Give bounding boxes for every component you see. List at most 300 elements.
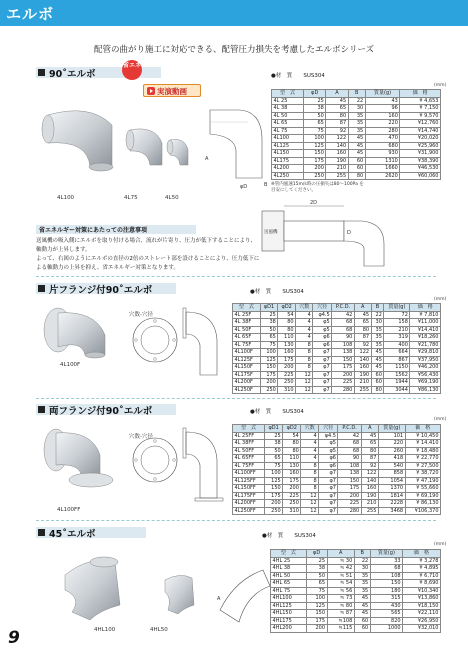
table-cell: 430	[370, 602, 402, 610]
table-cell: 4L 38F	[233, 319, 261, 327]
table-cell: 8	[296, 364, 313, 372]
table-cell: φ5	[319, 440, 338, 448]
table-cell: ¥ 7,150	[400, 105, 441, 113]
table-cell: 110	[283, 455, 301, 463]
table-cell: 80	[278, 319, 296, 327]
table-cell: 4L175	[272, 157, 304, 165]
double-flange-elbow-photo	[40, 425, 120, 495]
table-cell: φ7	[313, 364, 332, 372]
table-cell: ≒ 54	[327, 580, 354, 588]
table-cell: 68	[332, 326, 355, 334]
note: ※管内風速15m/s時の圧損失は80～100Pa を 目安にしてください。	[271, 182, 364, 193]
column-header: A	[327, 550, 354, 558]
table-row	[233, 326, 441, 334]
table-cell: 122	[361, 470, 378, 478]
table-cell: 175	[332, 364, 355, 372]
spec-table-double-flange-elbow	[232, 424, 441, 515]
table-cell: 160	[365, 112, 400, 120]
table-cell: 35	[354, 572, 370, 580]
bullet-square-icon	[38, 69, 45, 76]
table-cell: 140	[361, 477, 378, 485]
table-cell: ¥ 86,130	[405, 500, 440, 508]
table-cell: 22	[348, 97, 365, 105]
table-row	[272, 142, 441, 150]
column-header: P.C.D.	[332, 304, 355, 312]
table-cell: 4L125	[272, 142, 304, 150]
table-cell: 200	[283, 485, 301, 493]
table-cell: ¥12,760	[400, 120, 441, 128]
table-cell: 4HL 25	[271, 557, 307, 565]
table-cell: 87	[326, 120, 348, 128]
section-divider	[36, 520, 436, 521]
table-cell: φ6	[319, 462, 338, 470]
table-cell: 160	[326, 150, 348, 158]
table-cell: 4L250F	[233, 386, 261, 394]
table-cell: ≒ 30	[327, 557, 354, 565]
table-cell: 150	[370, 580, 402, 588]
table-cell: 108	[370, 572, 402, 580]
table-cell: φ4.5	[313, 311, 332, 319]
table-cell: 4HL200	[271, 625, 307, 633]
table-cell: 60	[354, 617, 370, 625]
table-cell: 80	[326, 112, 348, 120]
table-row	[271, 602, 441, 610]
table-cell: ¥ 47,190	[405, 477, 440, 485]
table-cell: 150	[338, 477, 361, 485]
table-cell: 4L200FF	[233, 500, 265, 508]
table-cell: 130	[283, 462, 301, 470]
table-cell: 8	[301, 462, 319, 470]
dim-label-b: B	[264, 182, 268, 188]
table-cell: 250	[260, 386, 278, 394]
table-cell: 45	[348, 135, 365, 143]
page-header	[0, 0, 468, 26]
table-cell: 250	[265, 507, 283, 515]
table-cell: 4L 50	[272, 112, 304, 120]
table-cell: 35	[348, 127, 365, 135]
caution-text: 送風機の吸入側にエルボを取り付ける場合、流れが片寄り、圧力が低下することにより、 軸動力が上昇します。 よって、右図のようにエルボの直径の2倍のストレート部を設けることにより、圧力低下に よる軸動力の上昇を抑え、省エネルギー対策となります。	[36, 238, 260, 271]
table-cell: φ4.5	[319, 432, 338, 440]
table-cell: 22	[354, 557, 370, 565]
table-cell: 220	[365, 120, 400, 128]
table-cell: 4HL 75	[271, 587, 307, 595]
column-header: B	[348, 90, 365, 98]
table-cell: 68	[332, 319, 355, 327]
image-label: 4HL100	[94, 627, 116, 633]
table-cell: 12	[296, 379, 313, 387]
table-cell: 65	[306, 580, 327, 588]
column-header: 型 式	[271, 550, 307, 558]
table-cell: 50	[260, 326, 278, 334]
table-row	[233, 477, 441, 485]
column-header: φD2	[283, 425, 301, 433]
unit-label: (mm)	[434, 417, 447, 422]
table-cell: 1000	[370, 625, 402, 633]
table-cell: 1054	[378, 477, 405, 485]
table-cell: φ7	[313, 356, 332, 364]
table-cell: 175	[260, 371, 278, 379]
table-cell: ¥37,950	[410, 356, 441, 364]
column-header: A	[354, 304, 371, 312]
table-header-row	[272, 90, 441, 98]
flange-elbow-photo	[40, 305, 120, 360]
table-cell: 68	[338, 440, 361, 448]
spec-table-90-elbow	[271, 89, 441, 180]
table-cell: 90	[332, 334, 355, 342]
column-header: 穴数	[296, 304, 313, 312]
table-cell: 160	[354, 364, 371, 372]
table-cell: 12	[301, 500, 319, 508]
table-cell: 138	[338, 470, 361, 478]
table-cell: 25	[260, 311, 278, 319]
table-cell: 280	[332, 386, 355, 394]
section-title-double-flange-elbow: 両フランジ付90˚エルボ	[36, 404, 176, 415]
column-header: 価 格	[400, 90, 441, 98]
table-cell: 100	[306, 595, 327, 603]
column-header: P.C.D.	[338, 425, 361, 433]
table-cell: 150	[332, 356, 355, 364]
table-cell: 200	[332, 371, 355, 379]
table-cell: 4L 38FF	[233, 440, 265, 448]
table-cell: φ7	[313, 371, 332, 379]
table-cell: 33	[370, 557, 402, 565]
table-cell: ¥25,960	[400, 142, 441, 150]
table-cell: 30	[348, 105, 365, 113]
hole-label: 穴数-穴径	[129, 434, 153, 440]
table-cell: 80	[283, 447, 301, 455]
table-cell: 65	[326, 105, 348, 113]
table-row	[233, 455, 441, 463]
table-cell: 4HL100	[271, 595, 307, 603]
table-cell: ≒ 87	[327, 610, 354, 618]
table-row	[271, 565, 441, 573]
table-cell: 4HL150	[271, 610, 307, 618]
table-cell: 138	[332, 349, 355, 357]
table-cell: 210	[361, 500, 378, 508]
table-cell: 4	[296, 319, 313, 327]
table-cell: 1562	[384, 371, 410, 379]
table-cell: 45	[354, 311, 371, 319]
table-cell: 4	[301, 432, 319, 440]
table-cell: 108	[338, 462, 361, 470]
label-d: D	[347, 230, 351, 236]
table-cell: 68	[370, 565, 402, 573]
table-cell: 4L175FF	[233, 492, 265, 500]
elbow-90-drawing	[200, 100, 270, 192]
section-title-45-elbow: 45˚エルボ	[36, 527, 146, 538]
table-cell: 38	[306, 565, 327, 573]
table-cell: ¥ 6,710	[403, 572, 441, 580]
table-cell: 22	[371, 311, 384, 319]
table-cell: 160	[361, 485, 378, 493]
table-row	[233, 334, 441, 342]
table-cell: ¥38,390	[400, 157, 441, 165]
table-cell: 4L150F	[233, 364, 261, 372]
table-cell: 400	[384, 341, 410, 349]
table-row	[233, 462, 441, 470]
table-cell: 210	[354, 379, 371, 387]
table-cell: 4L 75F	[233, 341, 261, 349]
column-header: A	[326, 90, 348, 98]
table-cell: 4L 65FF	[233, 455, 265, 463]
table-cell: 540	[378, 462, 405, 470]
double-flange-elbow-drawing	[125, 420, 230, 520]
table-cell: 65	[260, 334, 278, 342]
table-cell: 8	[301, 470, 319, 478]
table-cell: 3468	[378, 507, 405, 515]
column-header: 穴径	[319, 425, 338, 433]
table-cell: 80	[348, 172, 365, 180]
table-cell: 8	[296, 356, 313, 364]
table-cell: 250	[278, 379, 296, 387]
table-cell: 4HL175	[271, 617, 307, 625]
column-header: 型 式	[233, 304, 261, 312]
table-cell: 4L 50F	[233, 326, 261, 334]
table-cell: 210	[326, 165, 348, 173]
table-cell: ¥21,780	[410, 341, 441, 349]
table-cell: 65	[361, 440, 378, 448]
table-cell: 4HL 38	[271, 565, 307, 573]
unit-label: (mm)	[434, 542, 447, 547]
table-row	[233, 485, 441, 493]
label-2d: 2D	[310, 200, 318, 206]
table-cell: 75	[306, 587, 327, 595]
table-cell: 4	[296, 326, 313, 334]
table-cell: 35	[354, 580, 370, 588]
table-cell: 87	[361, 455, 378, 463]
table-cell: 38	[260, 319, 278, 327]
column-header: A	[361, 425, 378, 433]
table-cell: 68	[338, 447, 361, 455]
table-cell: φ7	[319, 477, 338, 485]
table-cell: 160	[283, 470, 301, 478]
table-cell: 38	[304, 105, 326, 113]
table-cell: 4L150FF	[233, 485, 265, 493]
dim-label-a: A	[217, 596, 221, 602]
table-cell: ¥ 10,450	[405, 432, 440, 440]
table-row	[233, 500, 441, 508]
table-cell: 45	[361, 432, 378, 440]
hole-label: 穴数-穴径	[129, 312, 153, 318]
table-cell: 565	[370, 610, 402, 618]
caution-title-bar: 省エネルギー対策にあたっての注意事項	[36, 225, 196, 234]
table-row	[272, 135, 441, 143]
table-row	[272, 120, 441, 128]
table-cell: φ7	[319, 492, 338, 500]
table-cell: ≒ 56	[327, 587, 354, 595]
table-cell: 35	[354, 587, 370, 595]
table-row	[271, 572, 441, 580]
table-cell: 175	[304, 157, 326, 165]
page-number: 9	[8, 628, 20, 648]
table-cell: 150	[260, 364, 278, 372]
table-cell: ¥26,950	[403, 617, 441, 625]
column-header: φD1	[265, 425, 283, 433]
table-cell: 150	[306, 610, 327, 618]
column-header: φD	[304, 90, 326, 98]
table-cell: ¥ 69,190	[405, 492, 440, 500]
eco-badge: 省エネ	[122, 60, 142, 80]
column-header: 価 格	[405, 425, 440, 433]
column-header: B	[371, 304, 384, 312]
table-row	[271, 610, 441, 618]
column-header: 穴径	[313, 304, 332, 312]
table-cell: φ7	[313, 379, 332, 387]
table-cell: 4L200	[272, 165, 304, 173]
table-cell: 38	[265, 440, 283, 448]
table-cell: ¥ 4,653	[400, 97, 441, 105]
image-label: 4HL50	[150, 627, 168, 633]
image-label: 4L100FF	[57, 507, 81, 513]
table-cell: 4	[296, 311, 313, 319]
table-cell: 4L200F	[233, 379, 261, 387]
table-row	[233, 470, 441, 478]
table-cell: 4L150	[272, 150, 304, 158]
table-cell: 225	[278, 371, 296, 379]
table-cell: ¥106,370	[405, 507, 440, 515]
table-cell: 45	[371, 364, 384, 372]
table-cell: 45	[348, 142, 365, 150]
table-cell: 65	[265, 455, 283, 463]
video-button[interactable]: 実演動画	[143, 84, 201, 97]
unit-label: (mm)	[434, 297, 447, 302]
table-cell: 42	[338, 432, 361, 440]
table-cell: 130	[278, 341, 296, 349]
table-cell: ¥14,410	[410, 326, 441, 334]
table-row	[271, 625, 441, 633]
table-cell: 60	[371, 371, 384, 379]
table-cell: 319	[384, 334, 410, 342]
table-cell: 60	[354, 625, 370, 633]
table-cell: 75	[265, 462, 283, 470]
table-cell: ¥32,010	[403, 625, 441, 633]
table-cell: 2228	[378, 500, 405, 508]
table-cell: 4L 25FF	[233, 432, 265, 440]
table-cell: 100	[260, 349, 278, 357]
table-row	[272, 165, 441, 173]
table-cell: 200	[306, 625, 327, 633]
table-cell: 12	[301, 507, 319, 515]
table-cell: 200	[304, 165, 326, 173]
table-cell: ≒ 42	[327, 565, 354, 573]
table-cell: 4L 65F	[233, 334, 261, 342]
table-cell: 45	[348, 150, 365, 158]
table-cell: 175	[283, 477, 301, 485]
table-cell: 200	[265, 500, 283, 508]
table-cell: ¥29,810	[410, 349, 441, 357]
table-row	[233, 379, 441, 387]
table-cell: φ7	[319, 485, 338, 493]
table-cell: 8	[301, 477, 319, 485]
table-row	[272, 112, 441, 120]
table-cell: 260	[378, 447, 405, 455]
table-cell: φ7	[319, 470, 338, 478]
table-cell: 122	[354, 349, 371, 357]
table-cell: ≒ 51	[327, 572, 354, 580]
bullet-square-icon	[38, 285, 45, 292]
table-cell: 4	[296, 334, 313, 342]
table-header-row	[271, 550, 441, 558]
flange-elbow-drawing	[125, 300, 225, 385]
table-cell: φ7	[319, 500, 338, 508]
table-cell: 87	[354, 334, 371, 342]
table-cell: 1660	[365, 165, 400, 173]
material-label: ●材 質 SUS304	[250, 409, 304, 415]
section-divider	[36, 398, 436, 399]
material-label: ●材 質 SUS304	[271, 73, 325, 79]
table-cell: 54	[283, 432, 301, 440]
table-cell: 60	[371, 379, 384, 387]
table-cell: 125	[265, 477, 283, 485]
dim-label-a: A	[205, 156, 209, 162]
table-cell: 150	[304, 150, 326, 158]
table-cell: 90	[338, 455, 361, 463]
table-row	[233, 364, 441, 372]
table-cell: ¥46,200	[410, 364, 441, 372]
section-title-flange-elbow: 片フランジ付90˚エルボ	[36, 283, 176, 294]
table-row	[272, 172, 441, 180]
column-header: 穴数	[301, 425, 319, 433]
table-cell: φ6	[319, 455, 338, 463]
table-cell: 45	[326, 97, 348, 105]
table-cell: 3044	[384, 386, 410, 394]
table-cell: 4L 38	[272, 105, 304, 113]
elbow-45-photo	[60, 550, 210, 625]
table-cell: ≒115	[327, 625, 354, 633]
table-cell: 470	[365, 135, 400, 143]
table-cell: 35	[348, 120, 365, 128]
table-row	[271, 580, 441, 588]
table-cell: 1370	[378, 485, 405, 493]
table-cell: 80	[283, 440, 301, 448]
table-cell: 12	[296, 386, 313, 394]
column-header: 価 格	[410, 304, 441, 312]
table-header-row	[233, 425, 441, 433]
table-cell: 4L250	[272, 172, 304, 180]
table-cell: 310	[283, 507, 301, 515]
table-cell: ≒ 80	[327, 602, 354, 610]
image-label: 4L100F	[60, 362, 81, 368]
table-cell: 80	[361, 447, 378, 455]
table-cell: 140	[326, 142, 348, 150]
table-cell: 65	[354, 319, 371, 327]
table-cell: 35	[348, 112, 365, 120]
table-cell: ¥31,900	[400, 150, 441, 158]
table-cell: 4L 50FF	[233, 447, 265, 455]
table-cell: 4	[301, 440, 319, 448]
table-cell: 200	[260, 379, 278, 387]
table-row	[233, 440, 441, 448]
page-subtitle: 配管の曲がり施工に対応できる、配管圧力損失を考慮したエルボシリーズ	[93, 45, 375, 55]
table-cell: 80	[371, 386, 384, 394]
table-cell: 280	[365, 127, 400, 135]
dim-label-d: φD	[240, 184, 248, 190]
table-cell: 1944	[384, 379, 410, 387]
table-cell: 175	[306, 617, 327, 625]
table-cell: 175	[338, 485, 361, 493]
table-cell: 867	[384, 356, 410, 364]
column-header: 質量(g)	[370, 550, 402, 558]
table-cell: 140	[354, 356, 371, 364]
bullet-square-icon	[38, 406, 45, 413]
table-cell: 75	[260, 341, 278, 349]
table-cell: φ7	[319, 507, 338, 515]
table-cell: 4HL 50	[271, 572, 307, 580]
table-cell: 96	[365, 105, 400, 113]
table-cell: 65	[304, 120, 326, 128]
table-cell: 12	[296, 371, 313, 379]
table-cell: 80	[354, 326, 371, 334]
